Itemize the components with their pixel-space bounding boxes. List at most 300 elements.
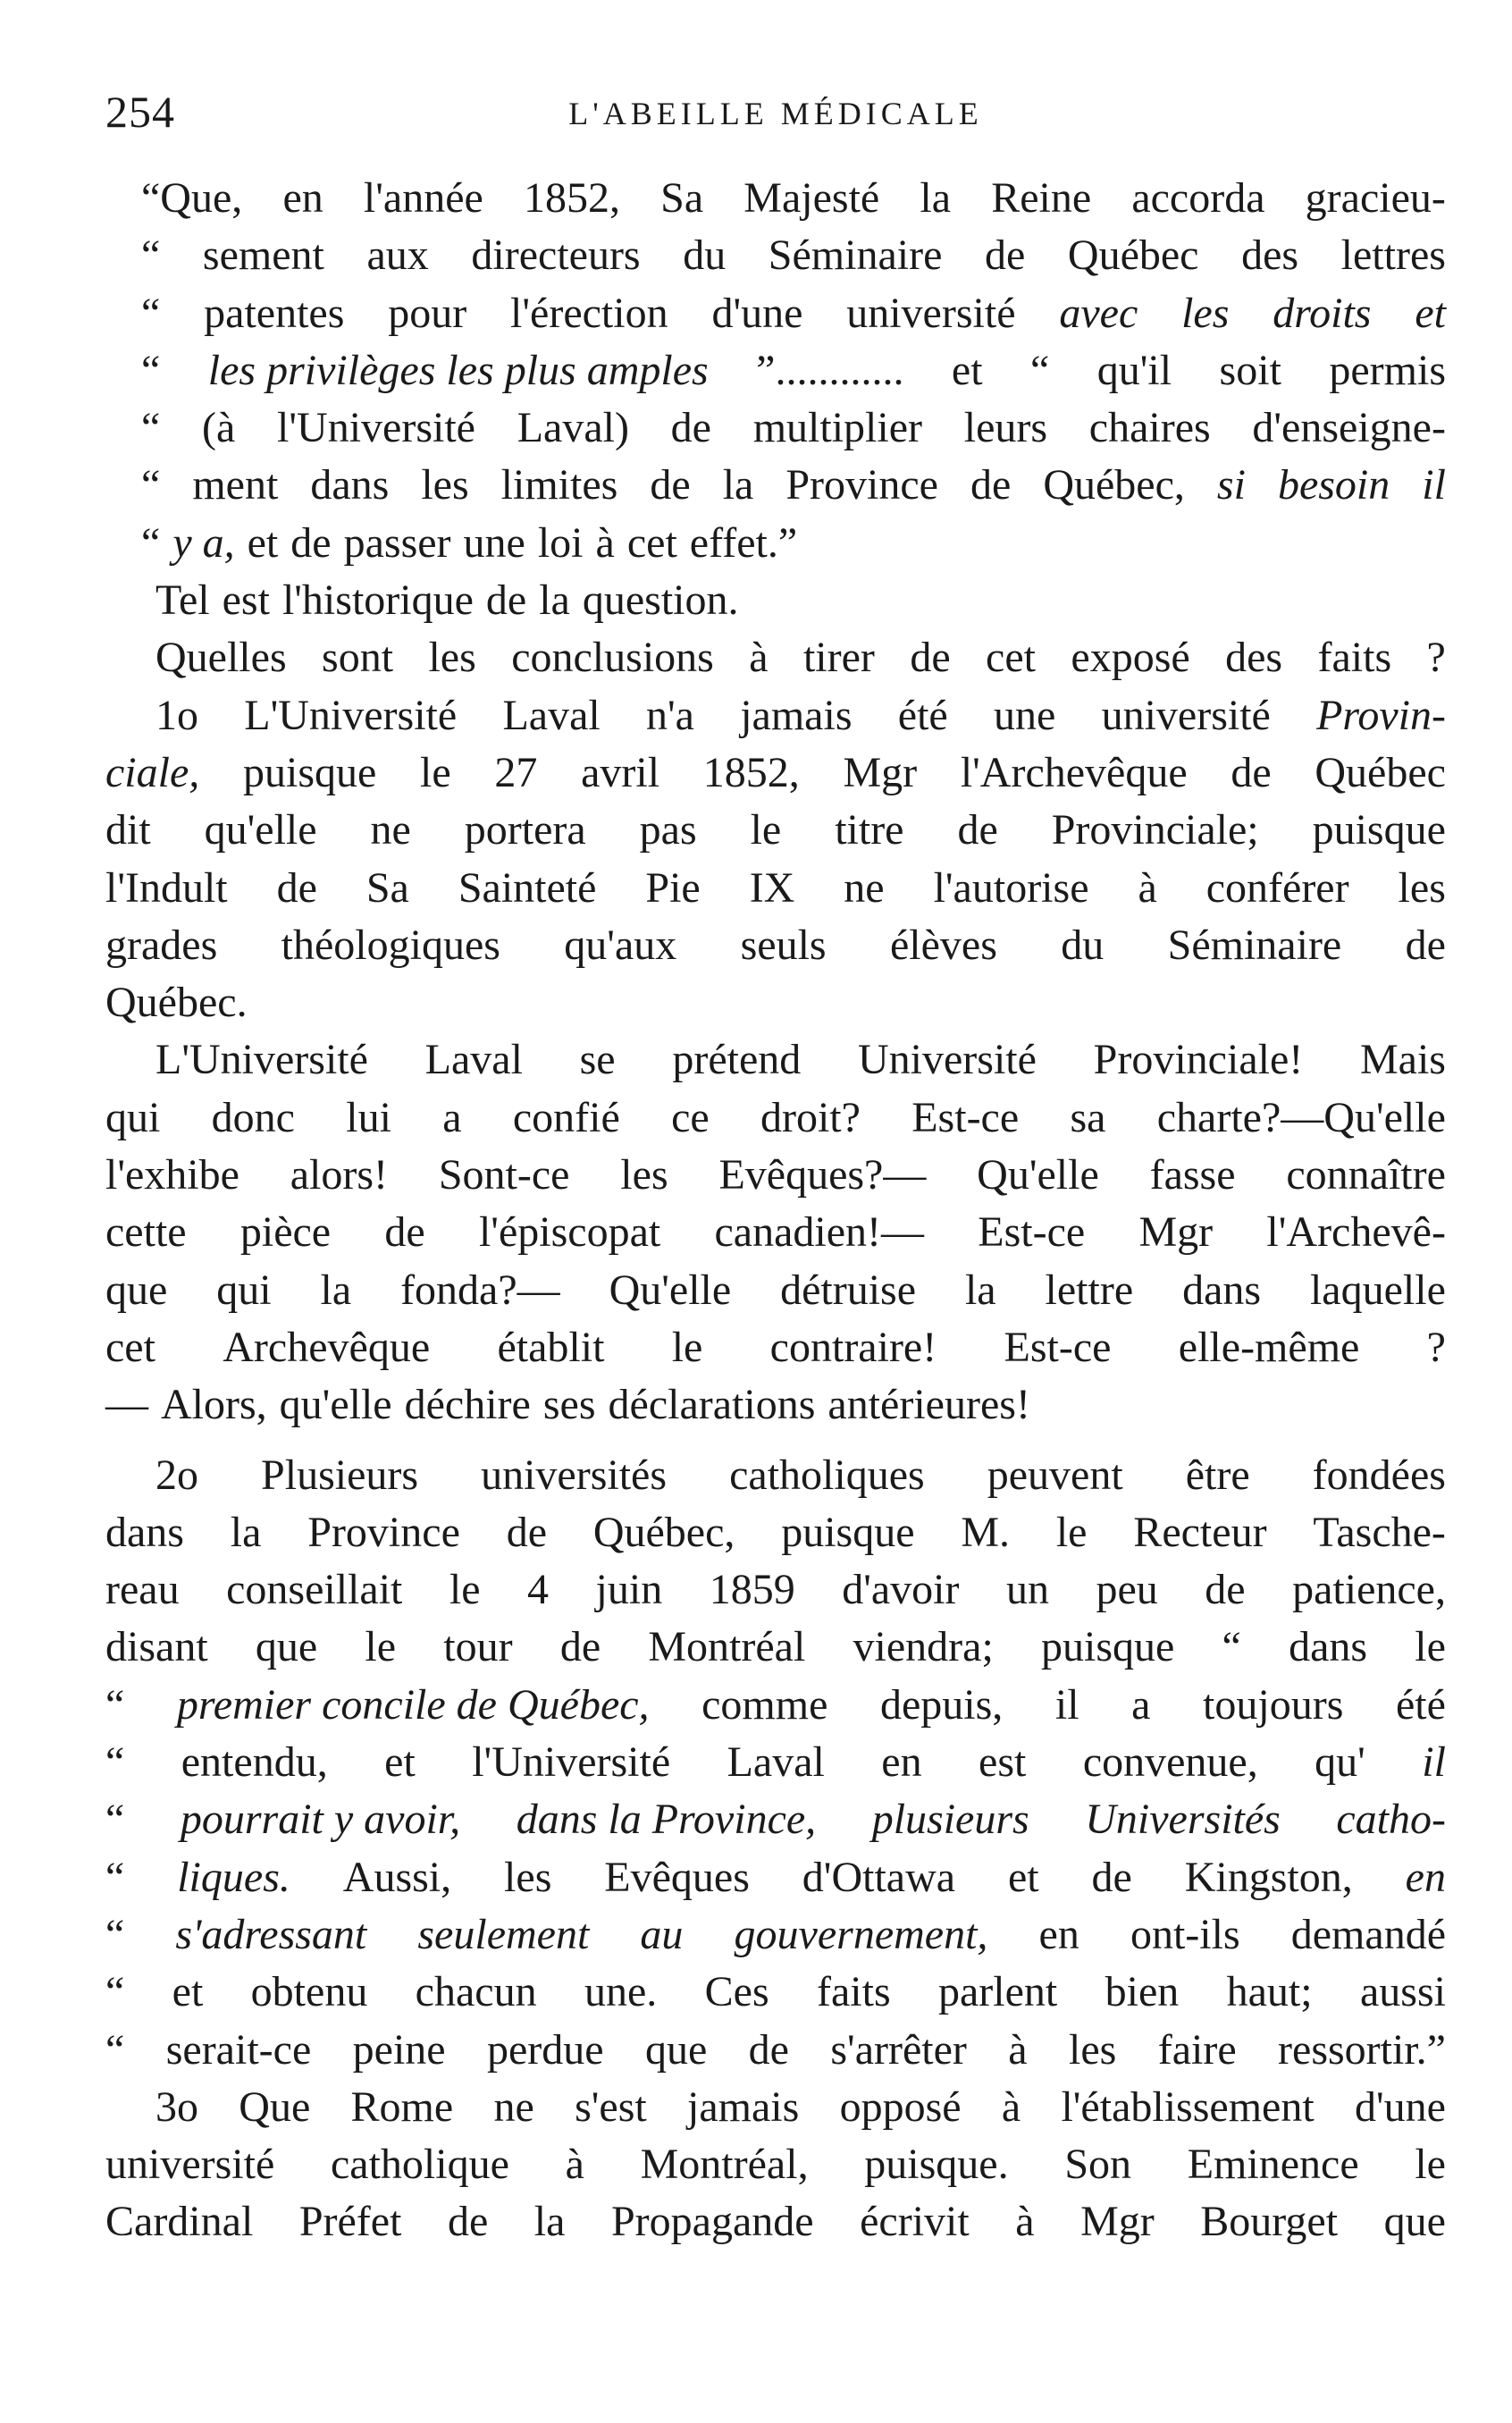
word: permis	[1329, 346, 1446, 394]
italic-word: liques.	[177, 1853, 290, 1901]
word: obtenu	[250, 1968, 368, 2016]
word: avril	[581, 748, 660, 796]
word: les	[428, 634, 476, 682]
word: universités	[481, 1451, 668, 1499]
word: l'exhibe	[105, 1151, 239, 1199]
word: perdue	[486, 2025, 604, 2074]
word: Aussi,	[342, 1853, 452, 1901]
italic-word: besoin	[1277, 461, 1390, 509]
word: sa	[1070, 1093, 1106, 1141]
italic-word: dans la Province,	[516, 1796, 817, 1844]
text-line	[105, 2022, 1446, 2079]
text-line	[105, 572, 1446, 629]
word: de	[384, 1208, 425, 1257]
word: question.	[582, 576, 739, 625]
word: laquelle	[1309, 1266, 1446, 1314]
word: Sa	[365, 863, 409, 912]
word: Recteur	[1133, 1508, 1267, 1556]
word: d'enseigne-	[1252, 404, 1446, 452]
word: fondées	[1312, 1451, 1446, 1499]
word: gracieu-	[1305, 174, 1446, 222]
text-line	[105, 629, 1446, 686]
word: haut;	[1226, 1968, 1313, 2016]
word: Province	[307, 1508, 460, 1556]
word: à	[1008, 2025, 1028, 2074]
word: et	[247, 518, 279, 567]
text-line	[105, 342, 1446, 400]
word: Québec.	[105, 979, 248, 1027]
word: Laval	[727, 1738, 825, 1787]
word: de	[559, 1623, 601, 1671]
word: une	[993, 691, 1056, 739]
word: ce	[671, 1093, 710, 1141]
word: entendu,	[181, 1738, 328, 1787]
word: 4	[527, 1566, 550, 1614]
word: portera	[464, 806, 586, 854]
word: lui	[346, 1093, 391, 1141]
word: l'épiscopat	[478, 1208, 661, 1257]
word: se	[579, 1036, 616, 1084]
word: une.	[584, 1968, 658, 2016]
word: université	[846, 289, 1016, 337]
word: demandé	[1290, 1910, 1446, 1958]
word: puisque	[781, 1508, 915, 1556]
word: Provinciale;	[1051, 806, 1259, 854]
word: s'arrêter	[830, 2025, 967, 2074]
word: depuis,	[879, 1680, 1004, 1729]
word: ses	[542, 1381, 596, 1429]
word: soit	[1219, 346, 1281, 394]
word: Mgr	[1080, 2198, 1155, 2246]
word: de	[290, 518, 332, 567]
word: Mais	[1359, 1036, 1446, 1084]
word: peuvent	[987, 1451, 1123, 1499]
word: 1852,	[702, 748, 800, 796]
word: Tasche-	[1313, 1508, 1446, 1556]
italic-word: premier concile de Québec,	[176, 1680, 650, 1729]
word: que	[255, 1623, 318, 1671]
word: université	[105, 2141, 275, 2189]
word: donc	[211, 1093, 295, 1141]
word: “	[105, 1968, 125, 2016]
word: à	[565, 2141, 584, 2189]
text-line	[105, 1262, 1446, 1319]
word: des	[1241, 231, 1299, 280]
word: aux	[366, 231, 429, 280]
word: la	[539, 576, 570, 625]
word: grades	[105, 921, 218, 969]
word: les	[504, 1853, 552, 1901]
word: Evêques	[604, 1853, 750, 1901]
word: “	[141, 346, 161, 394]
word: l'année	[363, 174, 483, 222]
word: de	[447, 2198, 489, 2246]
text-line	[105, 170, 1446, 227]
word: effet.”	[689, 518, 798, 567]
word: être	[1185, 1451, 1250, 1499]
word: le	[365, 1623, 397, 1671]
word: “	[105, 1796, 125, 1844]
word: Sa	[660, 174, 704, 222]
text-line	[105, 1619, 1446, 1676]
word: puisque	[1041, 1623, 1175, 1671]
word: et	[384, 1738, 416, 1787]
word: fasse	[1149, 1151, 1236, 1199]
word: a	[442, 1093, 462, 1141]
word: les	[1398, 863, 1446, 912]
word: de	[1231, 748, 1272, 796]
word: qui	[216, 1266, 272, 1314]
word: d'Ottawa	[802, 1853, 956, 1901]
word: titre	[835, 806, 904, 854]
text-line	[105, 974, 1446, 1031]
word: jamais	[740, 691, 853, 739]
word: qu'elle	[279, 1381, 392, 1429]
text-line	[105, 1849, 1446, 1906]
word: “	[1222, 1623, 1241, 1671]
word: “	[105, 1910, 125, 1958]
word: “	[141, 404, 161, 452]
word: Préfet	[298, 2198, 402, 2246]
text-line	[105, 2079, 1446, 2136]
text-line	[105, 1561, 1446, 1619]
word: dans	[105, 1508, 184, 1556]
word: l'érection	[510, 289, 668, 337]
word: conclusions	[511, 634, 714, 682]
text-line	[105, 2193, 1446, 2251]
word: patience,	[1292, 1566, 1446, 1614]
word: directeurs	[471, 231, 641, 280]
word: de	[1405, 921, 1446, 969]
italic-word: il	[1422, 1738, 1446, 1787]
word: la	[320, 1266, 352, 1314]
word: Plusieurs	[261, 1451, 419, 1499]
word: Alors,	[161, 1381, 267, 1429]
text-line	[105, 1734, 1446, 1791]
word: les	[620, 1151, 668, 1199]
italic-word: y a,	[172, 518, 235, 567]
word: l'Université	[277, 404, 475, 452]
text-line	[105, 1319, 1446, 1376]
word: l'établissement	[1061, 2082, 1315, 2131]
italic-word: il	[1422, 461, 1446, 509]
word: Québec,	[1043, 461, 1185, 509]
word: la	[722, 461, 754, 509]
word: n'a	[645, 691, 694, 739]
word: cette	[105, 1208, 187, 1257]
word: M.	[961, 1508, 1011, 1556]
word: elle-même	[1178, 1323, 1360, 1371]
word: limites	[500, 461, 618, 509]
word: Province	[785, 461, 938, 509]
word: Eminence	[1187, 2141, 1359, 2189]
word: l'autorise	[933, 863, 1089, 912]
word: Mgr	[1138, 1208, 1214, 1257]
word: les	[1069, 2025, 1117, 2074]
word: connaître	[1286, 1151, 1446, 1199]
word: antérieures!	[827, 1381, 1030, 1429]
word: et	[951, 346, 983, 394]
word: Québec,	[592, 1508, 735, 1556]
word: toujours	[1203, 1680, 1344, 1729]
word: puisque	[242, 748, 377, 796]
word: Université	[857, 1036, 1037, 1084]
word: et	[1007, 1853, 1039, 1901]
word: lettre	[1045, 1266, 1134, 1314]
word: Laval	[424, 1036, 523, 1084]
word: Provinciale!	[1093, 1036, 1304, 1084]
word: théologiques	[281, 921, 500, 969]
text-line	[105, 1447, 1446, 1504]
word: dans	[310, 461, 390, 509]
word: à	[749, 634, 769, 682]
word: Son	[1064, 2141, 1132, 2189]
italic-word: en	[1405, 1853, 1446, 1901]
word: ne	[370, 806, 411, 854]
body-text	[105, 170, 1446, 2251]
italic-word: gouvernement,	[734, 1910, 988, 1958]
text-line	[105, 2136, 1446, 2193]
word: Séminaire	[1167, 921, 1342, 969]
word: de	[985, 231, 1026, 280]
word: “	[105, 2025, 125, 2074]
word: élèves	[889, 921, 997, 969]
word: “Que,	[141, 174, 243, 222]
word: est	[979, 1738, 1027, 1787]
word: la	[230, 1508, 262, 1556]
page-header	[105, 86, 1446, 148]
text-line	[105, 802, 1446, 859]
word: de	[1091, 1853, 1132, 1901]
word: Propagande	[610, 2198, 814, 2246]
word: disant	[105, 1623, 208, 1671]
word: patentes	[204, 289, 345, 337]
word: le	[1055, 1508, 1088, 1556]
word: IX	[749, 863, 795, 912]
word: comme	[701, 1680, 828, 1729]
word: Est-ce	[1004, 1323, 1112, 1371]
word: Ces	[704, 1968, 769, 2016]
word: qu'aux	[564, 921, 677, 969]
italic-word: pourrait y avoir,	[180, 1796, 461, 1844]
word: que	[1383, 2198, 1446, 2246]
word: de	[485, 576, 527, 625]
italic-word: avec	[1059, 289, 1138, 337]
word: que	[105, 1266, 168, 1314]
word: Cardinal	[105, 2198, 254, 2246]
text-line	[105, 515, 1446, 572]
word: chacun	[415, 1968, 537, 2016]
word: “	[105, 1738, 125, 1787]
word: d'avoir	[842, 1566, 960, 1614]
text-line	[105, 1376, 1446, 1434]
word: canadien!—	[714, 1208, 925, 1257]
italic-word: et	[1415, 289, 1446, 337]
word: leurs	[963, 404, 1048, 452]
word: parlent	[937, 1968, 1058, 2016]
word: à	[1138, 863, 1157, 912]
word: été	[897, 691, 948, 739]
word: du	[1061, 921, 1105, 969]
text-line	[105, 1204, 1446, 1261]
word: L'Université	[244, 691, 458, 739]
running-title: L'ABEILLE MÉDICALE	[568, 96, 983, 131]
word: Reine	[991, 174, 1092, 222]
word: loi	[537, 518, 584, 567]
word: 1852,	[523, 174, 620, 222]
word: la	[533, 2198, 566, 2246]
word: le	[671, 1323, 703, 1371]
word: une	[463, 518, 525, 567]
word: confié	[512, 1093, 620, 1141]
word: charte?—Qu'elle	[1156, 1093, 1446, 1141]
word: viendra;	[853, 1623, 994, 1671]
word: à	[595, 518, 615, 567]
word: qu'	[1315, 1738, 1365, 1787]
word: faits	[816, 1968, 891, 2016]
word: Séminaire	[768, 231, 943, 280]
word: contraire!	[769, 1323, 937, 1371]
text-line	[105, 1031, 1446, 1089]
word: Mgr	[843, 748, 918, 796]
word: pour	[388, 289, 467, 337]
word: peu	[1096, 1566, 1158, 1614]
word: pièce	[239, 1208, 332, 1257]
word: Québec	[1315, 748, 1446, 796]
word: la	[920, 174, 952, 222]
word: “	[141, 231, 161, 280]
italic-word: plusieurs	[871, 1796, 1029, 1844]
word: ?	[1426, 1323, 1446, 1371]
word: l'Archevê-	[1266, 1208, 1446, 1257]
word: déclarations	[608, 1381, 816, 1429]
word: passer	[343, 518, 451, 567]
word: juin	[595, 1566, 663, 1614]
word: fonda?—	[400, 1266, 560, 1314]
word: dit	[105, 806, 151, 854]
word: peine	[352, 2025, 446, 2074]
word: qu'il	[1096, 346, 1172, 394]
word: multiplier	[752, 404, 923, 452]
word: L'Université	[155, 1036, 368, 1084]
word: jamais	[687, 2082, 800, 2131]
word: Pie	[645, 863, 701, 912]
word: l'Archevêque	[960, 748, 1188, 796]
word: conférer	[1205, 863, 1349, 912]
text-line	[105, 745, 1446, 802]
word: catholiques	[729, 1451, 925, 1499]
word: en	[282, 174, 323, 222]
word: Que	[239, 2082, 311, 2131]
word: en	[881, 1738, 922, 1787]
word: (à	[202, 404, 236, 452]
word: 3o	[155, 2082, 198, 2131]
text-line	[105, 1906, 1446, 1964]
word: écrivit	[860, 2198, 970, 2246]
word: bien	[1105, 1968, 1180, 2016]
word: faits	[1317, 634, 1392, 682]
word: serait-ce	[165, 2025, 312, 2074]
word: ne	[493, 2082, 534, 2131]
text-line	[105, 1964, 1446, 2021]
word: 1o	[155, 691, 198, 739]
word: et	[172, 1968, 204, 2016]
word: Québec	[1067, 231, 1199, 280]
word: de	[670, 404, 711, 452]
word: université	[1101, 691, 1271, 739]
text-line	[105, 687, 1446, 745]
word: “	[141, 461, 161, 509]
word: Archevêque	[223, 1323, 431, 1371]
italic-word: seulement	[417, 1910, 590, 1958]
text-line	[105, 227, 1446, 284]
word: exposé	[1071, 634, 1190, 682]
word: pas	[639, 806, 697, 854]
word: s'est	[575, 2082, 647, 2131]
word: Sont-ce	[438, 1151, 570, 1199]
word: aussi	[1359, 1968, 1446, 2016]
word: lettres	[1340, 231, 1446, 280]
word: —	[105, 1381, 148, 1429]
word: Est-ce	[911, 1093, 1020, 1141]
word: qu'elle	[204, 806, 317, 854]
word: 27	[494, 748, 538, 796]
text-line	[105, 1791, 1446, 1848]
word: faire	[1157, 2025, 1237, 2074]
word: Bourget	[1200, 2198, 1339, 2246]
word: ressortir.”	[1278, 2025, 1446, 2074]
italic-word: droits	[1273, 289, 1372, 337]
italic-word: les privilèges les plus amples	[207, 346, 709, 394]
word: de	[506, 1508, 547, 1556]
word: le	[1415, 2141, 1446, 2189]
word: le	[449, 1566, 481, 1614]
word: tirer	[802, 634, 875, 682]
italic-word: catho-	[1336, 1796, 1446, 1844]
word: à	[1001, 2082, 1021, 2131]
text-line	[105, 1147, 1446, 1204]
word: de	[957, 806, 998, 854]
text-line	[105, 1090, 1446, 1147]
word: prétend	[672, 1036, 802, 1084]
word: Laval)	[517, 404, 629, 452]
word: cet	[105, 1323, 155, 1371]
text-line	[105, 457, 1446, 514]
word: de	[970, 461, 1012, 509]
word: conseillait	[226, 1566, 403, 1614]
text-line	[105, 285, 1446, 342]
word: Est-ce	[978, 1208, 1086, 1257]
word: sement	[202, 231, 324, 280]
page-number: 254	[105, 87, 175, 137]
word: d'une	[1354, 2082, 1446, 2131]
word: sont	[322, 634, 394, 682]
word: Tel	[155, 576, 210, 625]
word: à	[1015, 2198, 1035, 2246]
word: Quelles	[155, 634, 287, 682]
word: Montréal,	[640, 2141, 809, 2189]
word: les	[421, 461, 469, 509]
word: des	[1225, 634, 1283, 682]
word: détruise	[780, 1266, 917, 1314]
word: qui	[105, 1093, 161, 1141]
word: Qu'elle	[609, 1266, 732, 1314]
text-line	[105, 1504, 1446, 1561]
word: que	[644, 2025, 708, 2074]
word: Rome	[350, 2082, 454, 2131]
text-line	[105, 1677, 1446, 1734]
word: puisque	[1312, 806, 1446, 854]
